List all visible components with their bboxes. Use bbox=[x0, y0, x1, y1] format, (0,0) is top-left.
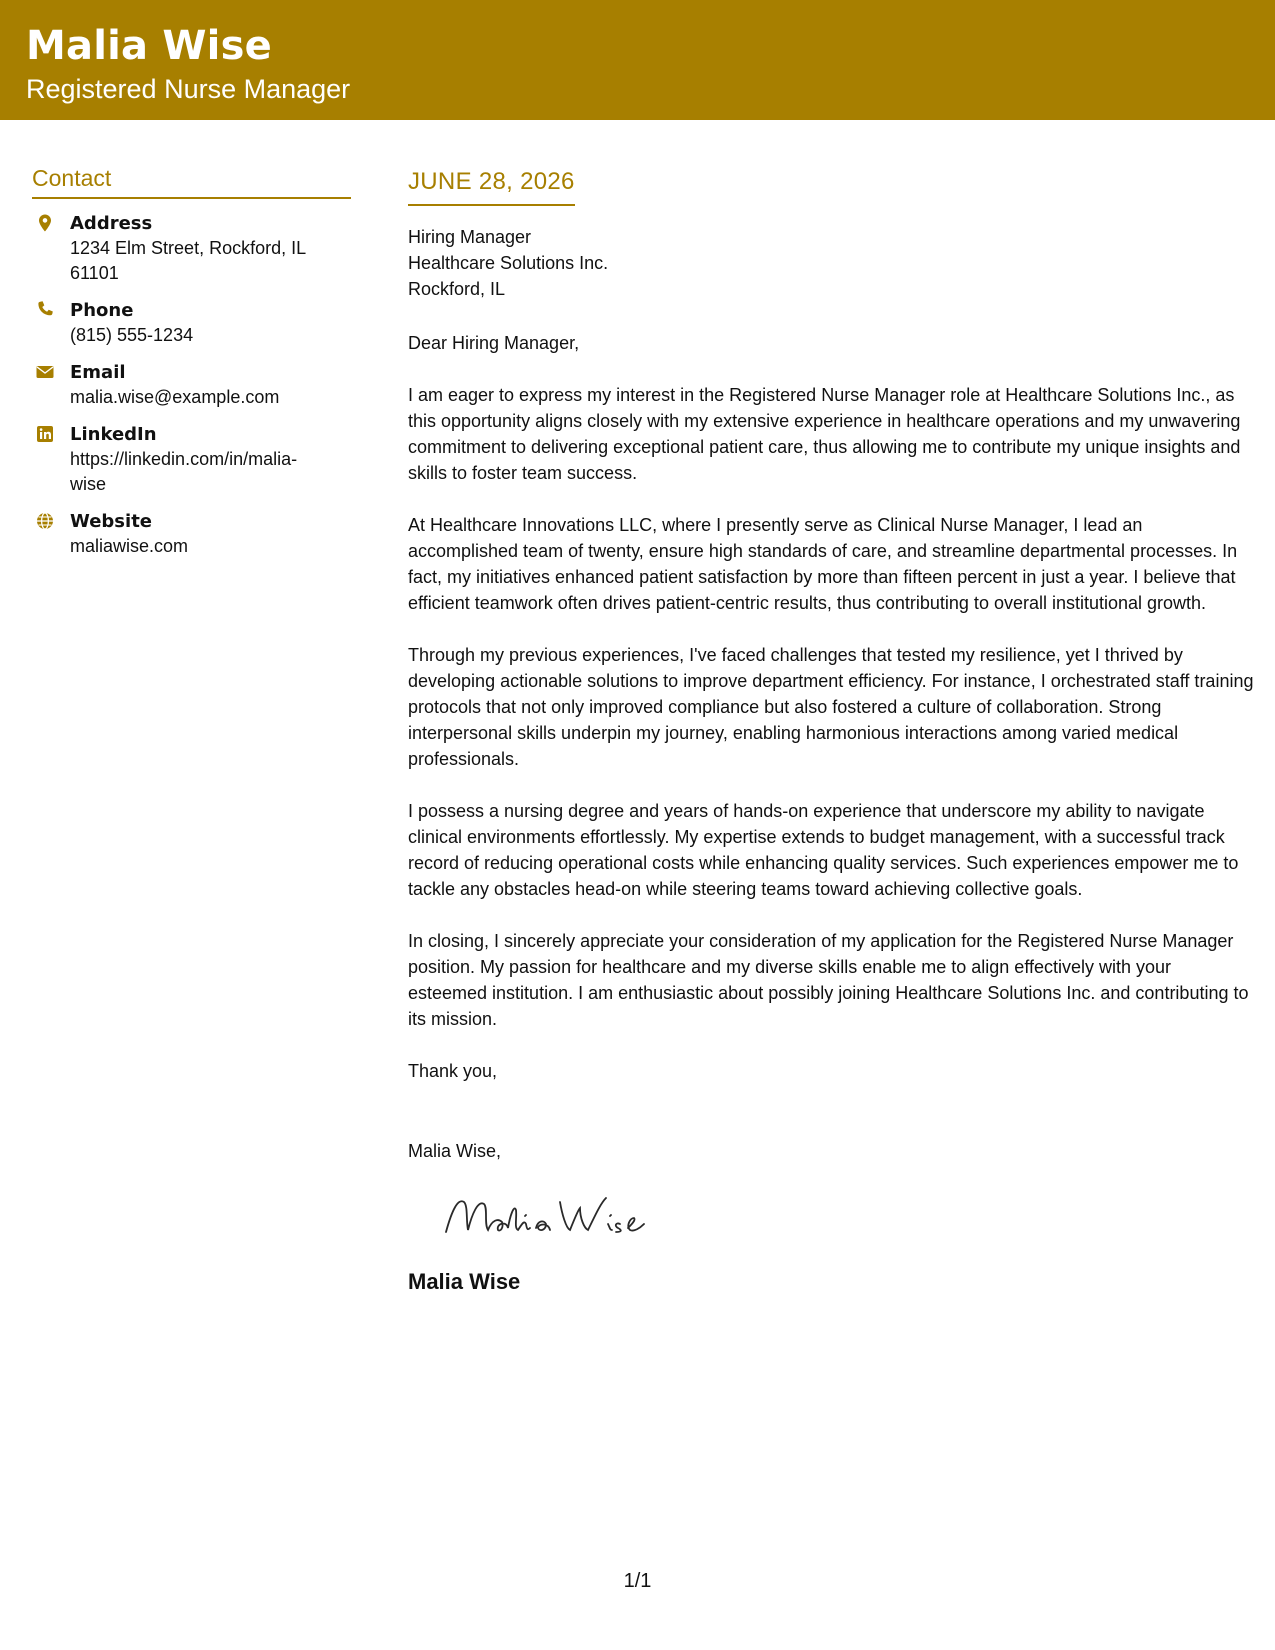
phone-icon bbox=[35, 300, 55, 320]
letter-paragraph: I am eager to express my interest in the Registered Nurse Manager role at Healthcare Solutions Inc., as this opportunity aligns closely with my extensive experience in healthcare operations and my unwavering commitment to delivering exceptional patient care, thus allowing me to contribute my unique insights and skills to foster team success. bbox=[408, 385, 1241, 483]
contact-section-title: Contact bbox=[32, 163, 351, 199]
page-number: 1/1 bbox=[623, 1570, 652, 1592]
contact-sidebar bbox=[32, 163, 352, 571]
header-banner bbox=[0, 0, 1275, 120]
email-label: Email bbox=[70, 362, 126, 383]
letter-paragraph: Through my previous experiences, I've faced challenges that tested my resilience, yet I thrived by developing actionable solutions to improve department efficiency. For instance, I orchestrated staff training protocols that not only improved compliance but also fostered a culture of collaboration. Strong interpersonal skills underpin my journey, enabling harmonious interactions among varied medical professionals. bbox=[408, 645, 1254, 769]
applicant-name: Malia Wise bbox=[26, 23, 272, 69]
contact-address bbox=[32, 211, 352, 286]
signoff-name: Malia Wise, bbox=[408, 1141, 502, 1161]
recipient-line: Hiring Manager bbox=[408, 227, 532, 247]
closing: Thank you, bbox=[408, 1061, 498, 1081]
letter-date: JUNE 28, 2026 bbox=[408, 166, 575, 206]
handwritten-signature bbox=[438, 1180, 658, 1250]
contact-website bbox=[32, 509, 352, 559]
email-value: malia.wise@example.com bbox=[70, 387, 280, 407]
recipient-line: Healthcare Solutions Inc. bbox=[408, 253, 609, 273]
linkedin-icon bbox=[35, 424, 55, 444]
recipient-block bbox=[408, 224, 1254, 302]
contact-phone bbox=[32, 298, 352, 348]
phone-value: (815) 555-1234 bbox=[70, 325, 194, 345]
letter-paragraph: At Healthcare Innovations LLC, where I presently serve as Clinical Nurse Manager, I lead an accomplished team of twenty, ensure high standards of care, and streamline departmental processes. In fact, my initiatives enhanced patient satisfaction by more than fifteen percent in just a year. I believe that efficient teamwork often drives patient-centric results, thus contributing to overall institutional growth. bbox=[408, 515, 1238, 613]
contact-linkedin bbox=[32, 422, 352, 497]
salutation: Dear Hiring Manager, bbox=[408, 333, 580, 353]
linkedin-value: https://linkedin.com/in/malia-wise bbox=[70, 449, 298, 494]
website-label: Website bbox=[70, 511, 153, 532]
applicant-role: Registered Nurse Manager bbox=[26, 74, 351, 104]
letter-paragraph: In closing, I sincerely appreciate your consideration of my application for the Registered Nurse Manager position. My passion for healthcare and my diverse skills enable me to align effectively with your esteemed institution. I am enthusiastic about possibly joining Healthcare Solutions Inc. and contributing to its mission. bbox=[408, 931, 1249, 1029]
envelope-icon bbox=[35, 362, 55, 382]
letter-paragraph: I possess a nursing degree and years of hands-on experience that underscore my ability to navigate clinical environments effortlessly. My expertise extends to budget management, with a successful track record of reducing operational costs while enhancing quality services. Such experiences empower me to tackle any obstacles head-on while steering teams toward achieving collective goals. bbox=[408, 801, 1239, 899]
map-pin-icon bbox=[35, 213, 55, 233]
website-value: maliawise.com bbox=[70, 536, 189, 556]
phone-label: Phone bbox=[70, 300, 134, 321]
globe-icon bbox=[35, 511, 55, 531]
printed-name: Malia Wise bbox=[408, 1269, 521, 1294]
recipient-line: Rockford, IL bbox=[408, 279, 506, 299]
contact-email bbox=[32, 360, 352, 410]
address-value: 1234 Elm Street, Rockford, IL 61101 bbox=[70, 238, 306, 283]
address-label: Address bbox=[70, 213, 153, 234]
letter-body bbox=[408, 166, 1254, 1297]
linkedin-label: LinkedIn bbox=[70, 424, 157, 445]
